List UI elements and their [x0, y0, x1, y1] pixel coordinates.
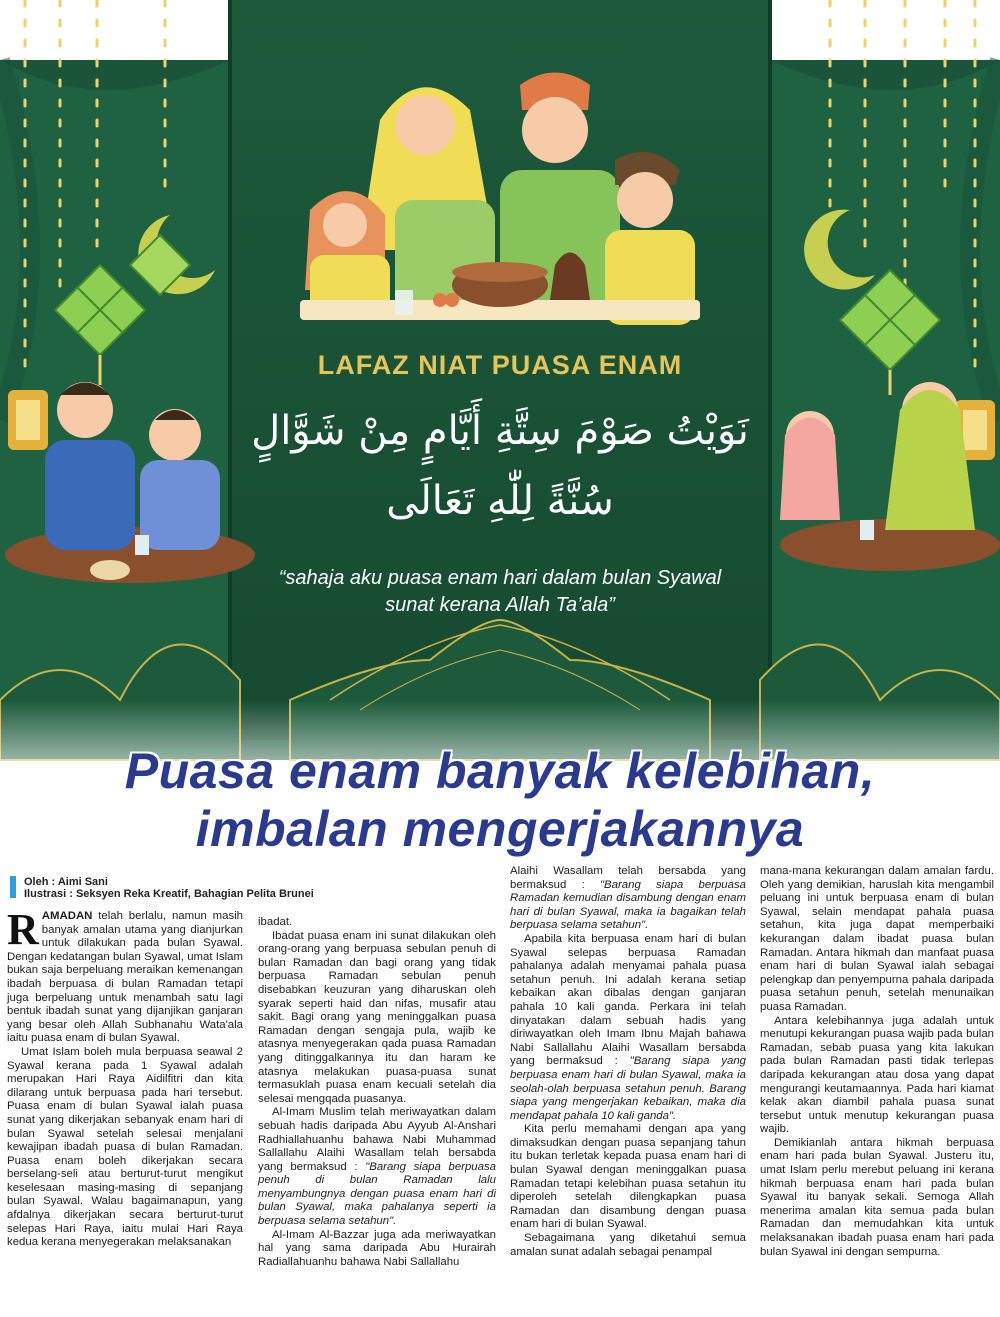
lead-word: AMADAN: [41, 910, 93, 922]
paragraph: Al-Imam Muslim telah meriwayatkan dalam sebuah hadis daripada Abu Ayyub Al-Anshari Radhiallahuanhu bahawa Nabi Muhammad Sallallahu Alaihi Wasallam telah bersabda yang bermaksud :: [258, 1106, 496, 1173]
author-credit: Oleh : Aimi Sani: [24, 876, 108, 888]
illustrator-credit: Ilustrasi : Seksyen Reka Kreatif, Bahagian Pelita Brunei: [24, 888, 314, 900]
paragraph: ibadat.: [258, 916, 293, 928]
hadith-quote: "Barang siapa berpuasa Ramadan kemudian disambung dengan enam hari di bulan Syawal, maka ia bagaikan telah berpuasa selama setahun".: [510, 878, 746, 932]
paragraph: Kita perlu memahami dengan apa yang dimaksudkan dengan puasa sepanjang tahun itu bukan terletak kepada puasa enam hari di bulan Syawal dengan meninggalkan puasa Ramadan tetapi kelebihan puasa setahun itu diperoleh setelah dilengkapkan puasa Ramadan dan disambung dengan puasa enam hari di bulan Syawal.: [510, 1123, 746, 1231]
paragraph: Demikianlah antara hikmah berpuasa enam hari pada bulan Syawal. Justeru itu, umat Islam perlu merebut peluang ini kerana hikmah berpuasa enam hari pada bulan Syawal itu banyak sekali. Semoga Allah menerima amalan kita semua pada bulan Ramadan dan memudahkan kita untuk melaksanakan ibadah puasa enam hari pada bulan Syawal ini dengan sempurna.: [760, 1136, 994, 1258]
lantern-left: [8, 390, 48, 450]
article-column-4: [760, 865, 994, 1259]
paragraph: telah berlalu, namun masih banyak amalan utama yang dianjurkan untuk dilakukan pada bulan Syawal. Dengan kedatangan bulan Syawal, umat Islam bukan saja berpeluang meraikan kemenangan ibadah berpuasa di bulan Ramadan tetapi juga berpeluang untuk menambah satu lagi bentuk ibadah sunat yang dijanjikan ganjaran yang besar oleh Allah Subhanahu Wata'ala iaitu puasa enam di bulan Syawal.: [7, 910, 244, 1045]
article-column-2: [258, 916, 496, 1269]
headline-line-2: imbalan mengerjakannya: [195, 801, 805, 857]
byline-accent-bar: [10, 876, 16, 898]
paragraph: Al-Imam Al-Bazzar juga ada meriwayatkan hal yang sama daripada Abu Hurairah Radiallahuanhu bahawa Nabi Sallallahu: [258, 1228, 496, 1268]
paragraph: mana-mana kekurangan dalam amalan fardu. Oleh yang demikian, haruslah kita mengambil peluang ini untuk berpuasa enam di bulan Syawal, selain mendapat pahala puasa setahun, kita juga dapat memperbaiki kekurangan dalam ibadat puasa bulan Ramadan. Antara hikmah dan manfaat puasa enam hari di bulan Syawal ialah sebagai pelengkap dan penyempurna pahala daripada puasa setahun penuh, setelah menunaikan puasa Ramadan.: [760, 865, 994, 1013]
translation-line-1: “sahaja aku puasa enam hari dalam bulan Syawal: [278, 567, 722, 589]
article-column-1: [7, 905, 244, 1250]
paragraph: Alaihi Wasallam telah bersabda yang bermaksud :: [510, 865, 746, 891]
paragraph: Sebagaimana yang diketahui semua amalan sunat adalah sebagai penampal: [510, 1232, 746, 1258]
hadith-quote: "Barang siapa yang berpuasa enam hari di bulan Syawal, maka ia seolah-olah berpuasa setahun penuh. Barang siapa yang mengerjakan kebaikan, maka dia mendapat pahala 10 kali ganda".: [510, 1055, 746, 1122]
paragraph: Apabila kita berpuasa enam hari di bulan Syawal selepas berpuasa Ramadan pahalanya adalah menyamai pahala puasa setahun penuh. Ini adalah kerana setiap kebaikan akan dibalas dengan ganjaran pahala 10 kali ganda. Perkara ini telah dinyatakan dalam sebuah hadis yang diriwayatkan oleh Imam Ibnu Majah bahawa Nabi Sallallahu Alaihi Wasallam bersabda yang bermaksud :: [510, 932, 746, 1068]
arabic-niat-line-1: نَوَيْتُ صَوْمَ سِتَّةِ أَيَّامٍ مِنْ شَوَّالٍ: [251, 408, 749, 454]
article-column-3: [510, 865, 746, 1259]
hadith-quote: "Barang siapa berpuasa penuh di bulan Ramadan lalu menyambungnya dengan puasa enam hari di bulan Syawal, maka pahalanya seperti ia berpuasa selama setahun".: [258, 1160, 496, 1228]
paragraph: Antara kelebihannya juga adalah untuk menutupi kekurangan puasa wajib pada bulan Ramadan, sebab puasa yang kita lakukan pada bulan Ramadan pasti tidak terlepas daripada kekurangan atau dosa yang dapat mengurangi keutamaannya. Pada hari kiamat kelak akan diambil pahala puasa sunat tersebut untuk menutup kekurangan puasa wajib.: [760, 1014, 994, 1136]
lafaz-title: LAFAZ NIAT PUASA ENAM: [317, 350, 683, 380]
translation-line-2: sunat kerana Allah Ta’ala”: [385, 594, 615, 616]
paragraph: Ibadat puasa enam ini sunat dilakukan oleh orang-orang yang berpuasa sebulan penuh di bulan Ramadan dan bagi orang yang tidak berpuasa Ramadan sebulan penuh disebabkan keuzuran yang diharuskan oleh syarak seperti haid dan nifas, musafir atau sakit. Bagi orang yang meninggalkan puasa Ramadan dengan sengaja pula, wajib ke atasnya menyegerakan qada puasa Ramadan yang ditinggalkannya itu dan haram ke atasnya melakukan puasa-puasa sunat termasuklah puasa enam kecuali setelah dia selesai mengqada puasanya.: [258, 929, 496, 1105]
arabic-niat-line-2: سُنَّةً لِلّٰهِ تَعَالَى: [386, 478, 614, 524]
drop-cap: R: [7, 905, 39, 954]
paragraph: Umat Islam boleh mula berpuasa seawal 2 Syawal kerana pada 1 Syawal adalah merupakan Hari Raya Aidilfitri dan kita dilarang untuk berpuasa pada hari tersebut. Puasa enam di bulan Syawal ialah puasa sunat yang dikerjakan sebanyak enam hari di bulan Syawal setelah selesai menjalani kewajipan ibadah puasa di bulan Ramadan. Puasa enam boleh dikerjakan secara berselang-seli atau berturut-turut mengikut keselesaan masing-masing di sepanjang bulan Syawal. Walau bagaimanapun, yang afdalnya dikerjakan secara berturut-turut selepas Hari Raya, iaitu mulai Hari Raya kedua kerana menyegerakan melaksanakan: [7, 1045, 243, 1249]
headline-line-1: Puasa enam banyak kelebihan,: [124, 743, 876, 799]
